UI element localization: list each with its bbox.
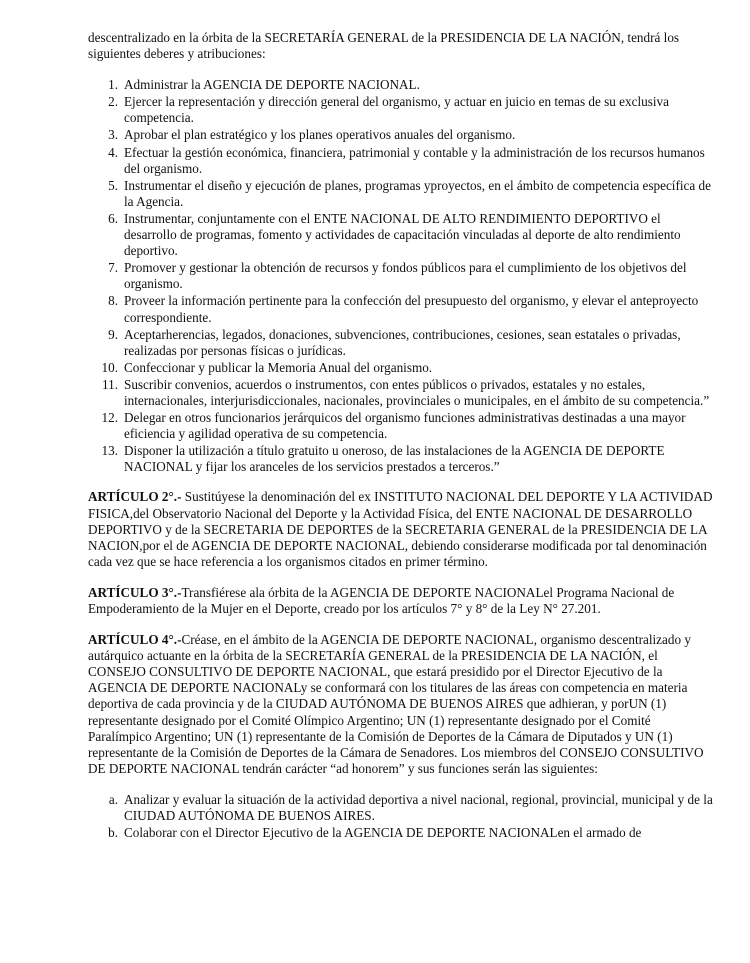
list-item [108, 326, 714, 359]
list-item [101, 359, 714, 376]
list-item-number: 3. [108, 127, 118, 143]
list-item [108, 260, 714, 292]
list-item-number: a. [108, 791, 118, 807]
list-item-text: Administrar la AGENCIA DE DEPORTE NACIONAL. [124, 77, 420, 93]
list-item-number: 5. [108, 177, 118, 193]
article-4-heading: ARTÍCULO 4°.- [88, 632, 182, 648]
article-3 [88, 585, 714, 617]
list-item-text: Instrumentar, conjuntamente con el ENTE NACIONAL DE ALTO RENDIMIENTO DEPORTIVO el desarrollo de programas, fomento y actividades de capacitación vinculadas al deporte de alto rendimiento deportivo. [124, 210, 681, 259]
list-item [108, 177, 714, 210]
list-item-number: 12. [101, 410, 118, 426]
list-item [108, 210, 714, 259]
article-4 [88, 632, 714, 777]
list-item-text: Instrumentar el diseño y ejecución de planes, programas yproyectos, en el ámbito de competencia específica de la Agencia. [124, 177, 711, 209]
article-2-body: Sustitúyese la denominación del ex INSTITUTO NACIONAL DEL DEPORTE Y LA ACTIVIDAD FISICA,del Observatorio Nacional del Deporte y la Actividad Física, del ENTE NACIONAL DE DESARROLLO DEPORTIVO y de la SECRETARIA DE DEPORTES de la SECRETARIA GENERAL de la PRESIDENCIA DE LA NACION,por el de AGENCIA DE DEPORTE NACIONAL, debiendo considerarse modificada por tal denominación cada vez que se hace referencia a los organismos citados en primer término. [88, 489, 713, 569]
list-item-text: Ejercer la representación y dirección general del organismo, y actuar en juicio en temas de su exclusiva competencia. [124, 94, 669, 126]
list-item-text: Aceptarherencias, legados, donaciones, subvenciones, contribuciones, cesiones, sean estatales o privadas, realizadas por personas físicas o jurídicas. [124, 326, 681, 358]
list-item [108, 825, 714, 841]
list-item-text: Promover y gestionar la obtención de recursos y fondos públicos para el cumplimiento de los objetivos del organismo. [124, 260, 687, 292]
duties-list [88, 77, 714, 475]
list-item [108, 94, 714, 126]
list-item-text: Aprobar el plan estratégico y los planes operativos anuales del organismo. [124, 127, 516, 143]
functions-list [88, 792, 714, 841]
intro-paragraph: descentralizado en la órbita de la SECRETARÍA GENERAL de la PRESIDENCIA DE LA NACIÓN, tendrá los siguientes deberes y atribuciones: [88, 30, 680, 62]
list-item [108, 791, 714, 824]
list-item-number: 9. [108, 326, 118, 342]
list-item-number: 1. [108, 77, 118, 93]
list-item [108, 293, 714, 325]
list-item [101, 443, 714, 475]
list-item [108, 77, 714, 93]
list-item-number: 6. [108, 210, 118, 226]
list-item-number: 4. [108, 144, 118, 160]
article-2-heading: ARTÍCULO 2°.- [88, 489, 182, 505]
list-item-text: Disponer la utilización a título gratuito u oneroso, de las instalaciones de la AGENCIA DE DEPORTE NACIONAL y fijar los aranceles de los servicios prestados a terceros.” [124, 443, 665, 475]
list-item [101, 410, 714, 442]
list-item-text: Colaborar con el Director Ejecutivo de la AGENCIA DE DEPORTE NACIONALen el armado de [124, 825, 642, 841]
list-item-number: 11. [102, 376, 118, 392]
list-item-text: Analizar y evaluar la situación de la actividad deportiva a nivel nacional, regional, provincial, municipal y de la CIUDAD AUTÓNOMA DE BUENOS AIRES. [124, 791, 713, 824]
list-item-number: b. [108, 825, 118, 841]
list-item [108, 144, 714, 177]
list-item-text: Delegar en otros funcionarios jerárquicos del organismo funciones administrativas destinadas a una mayor eficiencia y agilidad operativa de su competencia. [124, 410, 686, 442]
list-item [102, 376, 714, 409]
list-item-number: 8. [108, 293, 118, 309]
article-2 [88, 489, 714, 569]
article-3-heading: ARTÍCULO 3°.- [88, 584, 182, 600]
list-item-number: 2. [108, 94, 118, 110]
list-item-text: Proveer la información pertinente para la confección del presupuesto del organismo, y elevar el anteproyecto correspondiente. [124, 293, 699, 325]
list-item [108, 127, 714, 143]
article-3-body: Transfiérese ala órbita de la AGENCIA DE DEPORTE NACIONALel Programa Nacional de Empoderamiento de la Mujer en el Deporte, creado por los artículos 7° y 8° de la Ley N° 27.201. [88, 584, 675, 616]
list-item-number: 7. [108, 260, 118, 276]
list-item-text: Confeccionar y publicar la Memoria Anual del organismo. [124, 359, 433, 375]
list-item-number: 13. [101, 443, 118, 459]
list-item-text: Suscribir convenios, acuerdos o instrumentos, con entes públicos o privados, estatales y no estales, internacionales, interjurisdiccionales, nacionales, provinciales o municipales, en el ámbito de su competencia.” [124, 376, 710, 408]
list-item-text: Efectuar la gestión económica, financiera, patrimonial y contable y la administración de los recursos humanos del organismo. [124, 144, 705, 176]
article-4-body: Créase, en el ámbito de la AGENCIA DE DEPORTE NACIONAL, organismo descentralizado y autárquico actuante en la órbita de la SECRETARÍA GENERAL de la PRESIDENCIA DE LA NACIÓN, el CONSEJO CONSULTIVO DE DEPORTE NACIONAL, que estará presidido por el Director Ejecutivo de la AGENCIA DE DEPORTE NACIONALy se conformará con los titulares de las áreas con competencia en materia deportiva de cada provincia y de la CIUDAD AUTÓNOMA DE BUENOS AIRES que adhieran, y porUN (1) representante designado por el Comité Olímpico Argentino; UN (1) representante designado por el Comité Paralímpico Argentino; UN (1) representante de la Comisión de Deportes de la Cámara de Diputados y UN (1) representante de la Comisión de Deportes de la Cámara de Senadores. Los miembros del CONSEJO CONSULTIVO DE DEPORTE NACIONAL tendrán carácter “ad honorem” y sus funciones serán las siguientes: [88, 632, 704, 776]
list-item-number: 10. [101, 359, 118, 375]
